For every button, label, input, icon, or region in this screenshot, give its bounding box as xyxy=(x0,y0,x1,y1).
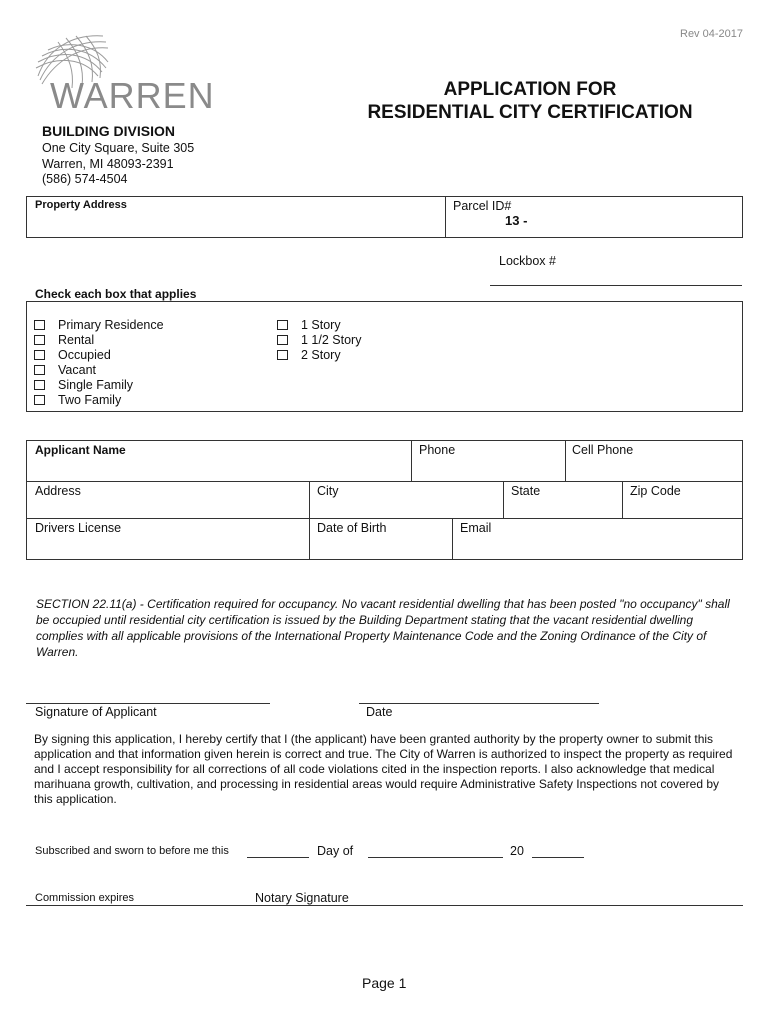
parcel-id-field[interactable] xyxy=(535,212,740,236)
commission-expires-label: Commission expires xyxy=(35,892,135,904)
checkbox[interactable] xyxy=(277,335,288,345)
checkbox-heading: Check each box that applies xyxy=(35,287,197,301)
city-label: City xyxy=(317,484,339,498)
subscribed-label: Subscribed and sworn to before me this xyxy=(35,845,229,857)
property-divider xyxy=(445,196,446,238)
notary-signature-label: Notary Signature xyxy=(255,891,349,905)
phone-label: Phone xyxy=(419,443,456,457)
checkbox-label: Vacant xyxy=(58,362,96,377)
checkbox-label: Rental xyxy=(58,332,95,347)
checkbox-label: 1 1/2 Story xyxy=(301,332,362,347)
date-of-birth-label: Date of Birth xyxy=(317,521,387,535)
address-label: Address xyxy=(35,484,81,498)
signature-of-applicant-label: Signature of Applicant xyxy=(35,705,157,719)
applicant-row-divider-1 xyxy=(26,481,743,482)
revision-label: Rev 04-2017 xyxy=(680,28,743,40)
day-of-label: Day of xyxy=(317,844,354,858)
state-label: State xyxy=(511,484,541,498)
checkbox[interactable] xyxy=(34,335,45,345)
property-address-label: Property Address xyxy=(35,199,127,211)
checkbox[interactable] xyxy=(277,350,288,360)
division-address xyxy=(42,141,194,188)
lockbox-line[interactable] xyxy=(490,285,742,286)
checkbox-group-occupancy xyxy=(34,317,164,407)
year-prefix-label: 20 xyxy=(510,844,524,858)
checkbox-row-2-story[interactable] xyxy=(277,347,361,362)
subscribed-day-line[interactable] xyxy=(247,857,309,858)
division-phone: (586) 574-4504 xyxy=(42,172,128,186)
checkbox[interactable] xyxy=(34,350,45,360)
date-label: Date xyxy=(366,705,393,719)
section-body: Certification required for occupancy. No vacant residential dwelling that has been posted "no occupancy" shall be occupied until residential city certification is issued by the Building Department stating that the vacant residential dwelling complies with all applicable provisions of the International Property Maintenance Code and the Zoning Ordinance of the City of Warren. xyxy=(36,597,730,659)
checkbox-row-single-family[interactable] xyxy=(34,377,164,392)
applicant-col-divider xyxy=(411,440,412,481)
checkbox-label: Two Family xyxy=(58,392,122,407)
checkbox-label: 2 Story xyxy=(301,347,341,362)
certification-statement: By signing this application, I hereby certify that I (the applicant) have been granted authority by the property owner to submit this application and that information given herein is correct and true. The City of Warren is authorized to inspect the property as required and I accept responsibility for all corrections of all code violations cited in the inspection reports. I also acknowledge that medical marihuana growth, cultivation, and processing in residential areas would require Administrative Safety Inspections not covered by this application. xyxy=(34,732,733,806)
checkbox-label: Single Family xyxy=(58,377,134,392)
section-notice xyxy=(36,596,741,660)
checkbox-row-1-story[interactable] xyxy=(277,317,361,332)
checkbox-label: Occupied xyxy=(58,347,111,362)
address-line-1: One City Square, Suite 305 xyxy=(42,141,195,155)
year-line[interactable] xyxy=(532,857,584,858)
checkbox[interactable] xyxy=(34,380,45,390)
applicant-col-divider xyxy=(452,518,453,560)
checkbox-group-stories xyxy=(277,317,361,362)
applicant-name-label: Applicant Name xyxy=(35,443,126,457)
applicant-col-divider xyxy=(503,481,504,518)
applicant-signature-line[interactable] xyxy=(26,703,270,704)
division-name: BUILDING DIVISION xyxy=(42,123,176,139)
checkbox[interactable] xyxy=(34,395,45,405)
month-line[interactable] xyxy=(368,857,503,858)
checkbox-row-vacant[interactable] xyxy=(34,362,164,377)
lockbox-label: Lockbox # xyxy=(499,254,556,268)
parcel-id-label: Parcel ID# xyxy=(453,199,512,213)
checkbox-row-primary-residence[interactable] xyxy=(34,317,164,332)
property-address-field[interactable] xyxy=(27,212,444,237)
parcel-id-prefix: 13 - xyxy=(505,213,528,228)
logo-wordmark: WARREN xyxy=(50,75,215,116)
drivers-license-label: Drivers License xyxy=(35,521,122,535)
applicant-col-divider xyxy=(309,481,310,560)
address-line-2: Warren, MI 48093-2391 xyxy=(42,156,174,171)
zip-code-label: Zip Code xyxy=(630,484,681,498)
checkbox[interactable] xyxy=(34,365,45,375)
title-line-2: RESIDENTIAL CITY CERTIFICATION xyxy=(367,102,693,123)
title-line-1: APPLICATION FOR xyxy=(443,79,617,100)
checkbox-row-occupied[interactable] xyxy=(34,347,164,362)
warren-logo xyxy=(28,28,238,118)
applicant-row-divider-2 xyxy=(26,518,743,519)
applicant-col-divider xyxy=(565,440,566,481)
cell-phone-label: Cell Phone xyxy=(572,443,634,457)
section-reference: SECTION 22.11(a) - xyxy=(36,597,144,611)
applicant-col-divider xyxy=(622,481,623,518)
form-title xyxy=(320,78,740,124)
checkbox-label: Primary Residence xyxy=(58,317,164,332)
checkbox-row-1-half-story[interactable] xyxy=(277,332,361,347)
checkbox[interactable] xyxy=(277,320,288,330)
checkbox-row-two-family[interactable] xyxy=(34,392,164,407)
notary-line[interactable] xyxy=(26,905,743,906)
checkbox[interactable] xyxy=(34,320,45,330)
checkbox-row-rental[interactable] xyxy=(34,332,164,347)
applicant-table xyxy=(26,440,743,560)
email-label: Email xyxy=(460,521,492,535)
page-number: Page 1 xyxy=(362,975,407,991)
date-line[interactable] xyxy=(359,703,599,704)
checkbox-label: 1 Story xyxy=(301,317,341,332)
